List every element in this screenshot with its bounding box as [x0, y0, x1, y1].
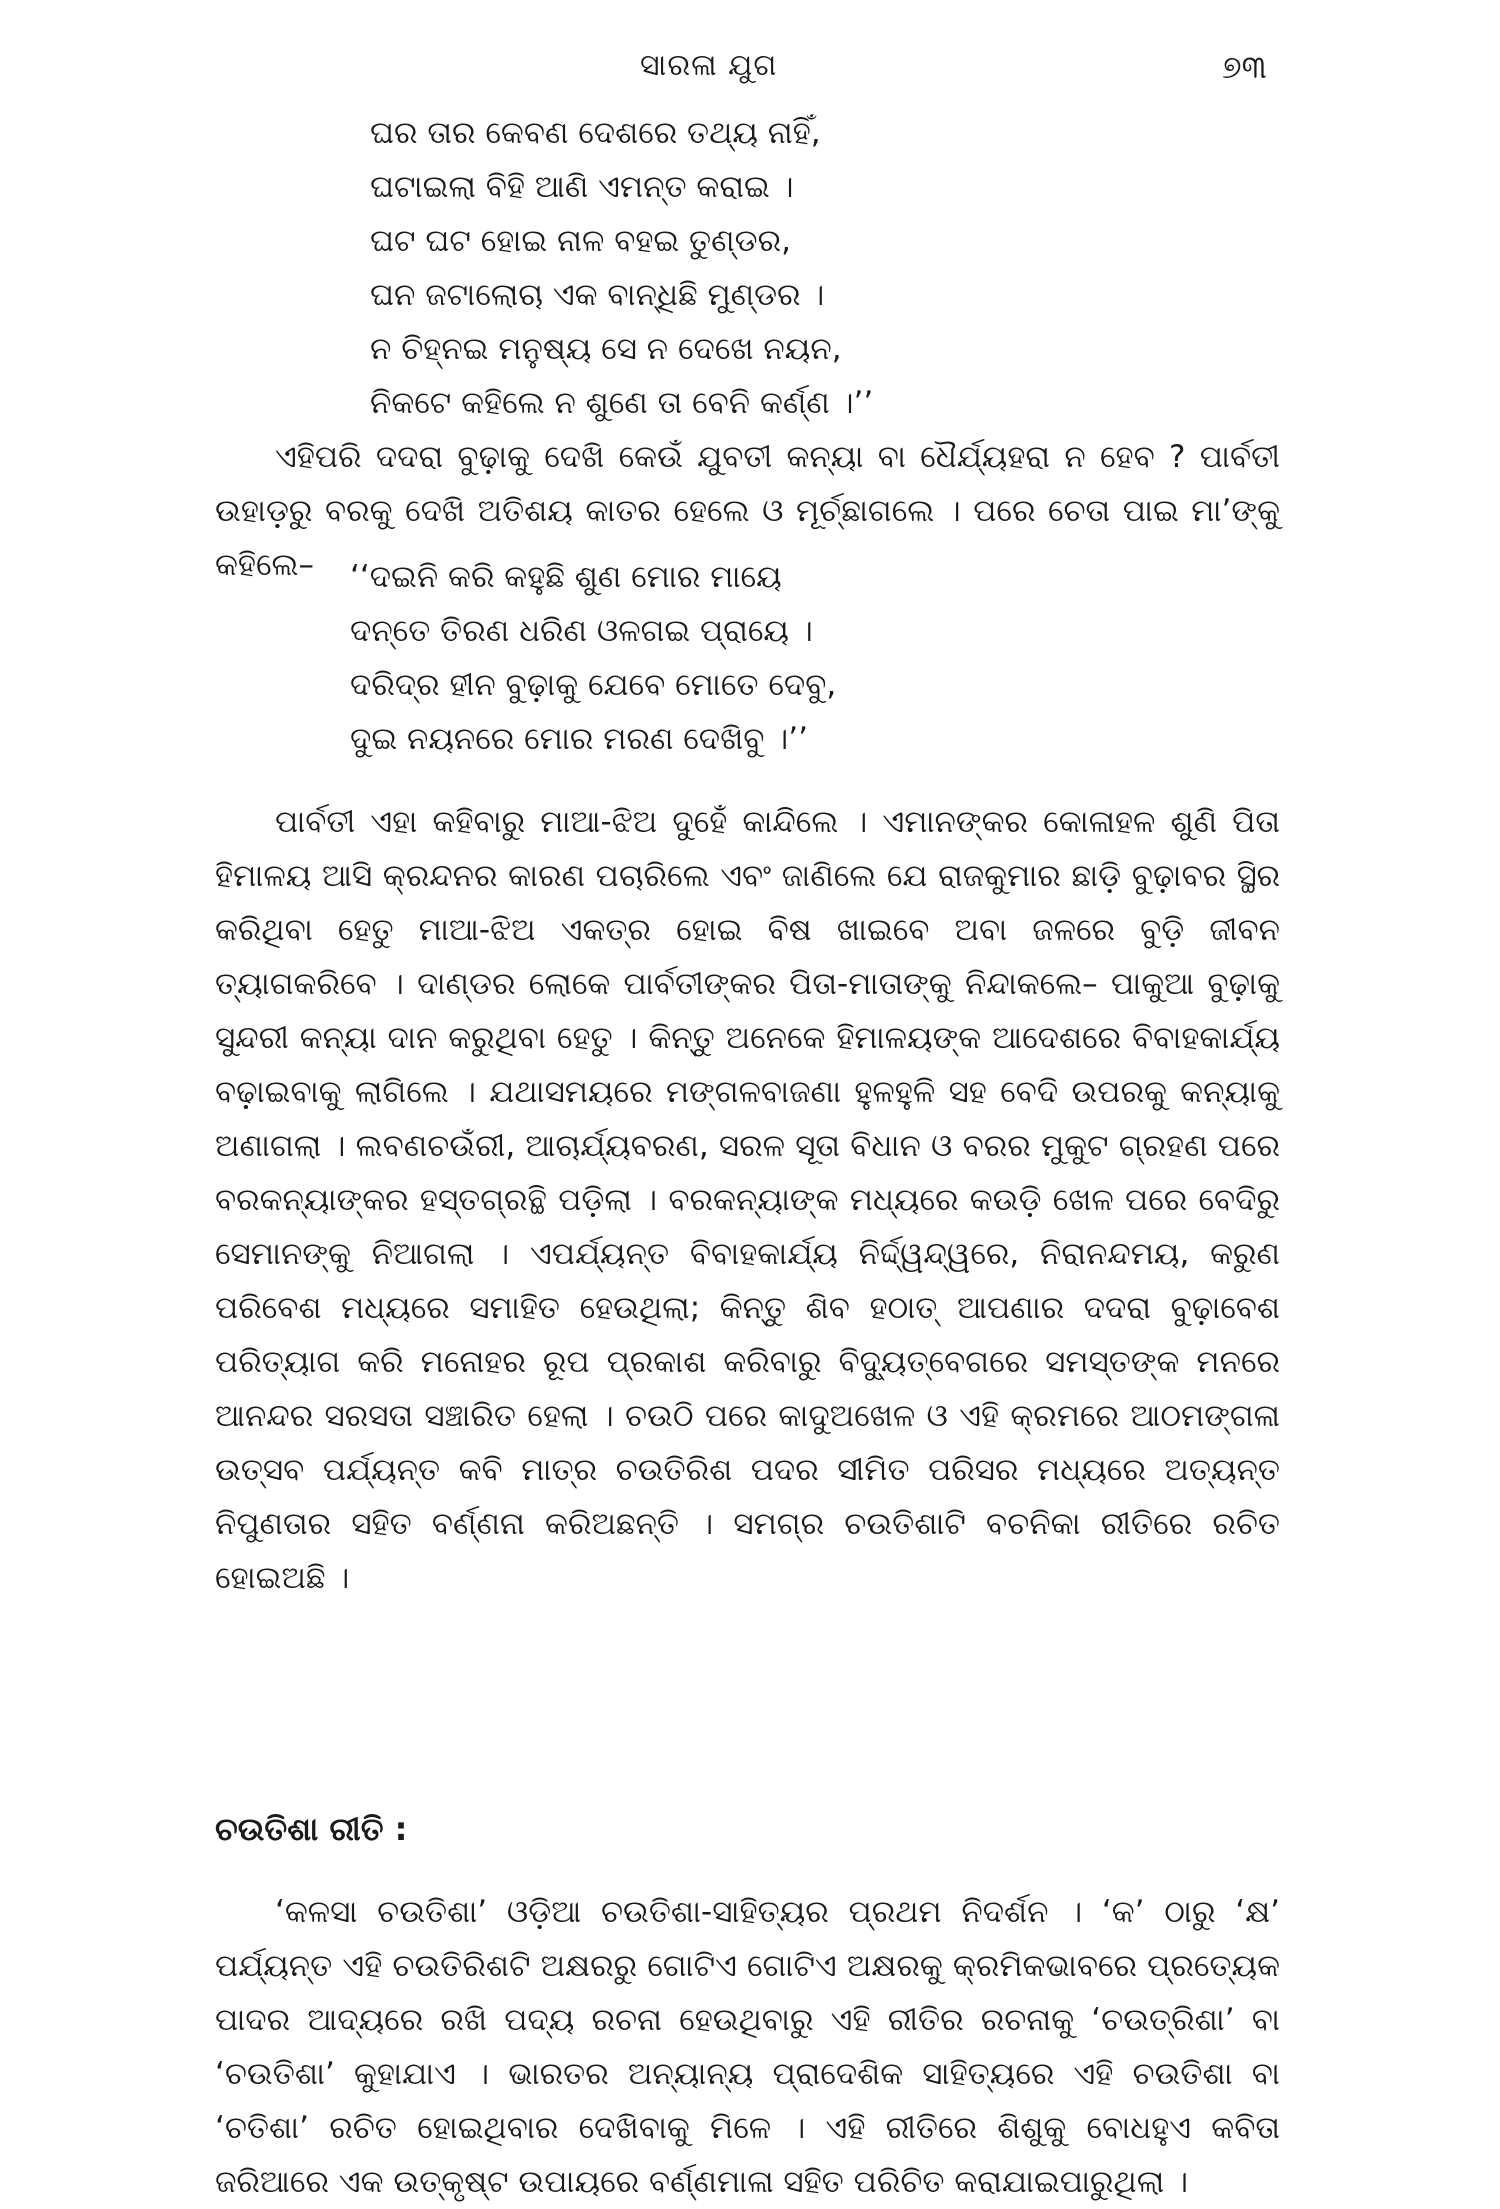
- verse-line: ଘଟାଇଲା ବିହି ଆଣି ଏମନ୍ତ କରାଇ ।: [370, 169, 794, 205]
- page-number: ୭୩: [1222, 48, 1267, 86]
- verse-line: ଘନ ଜଟାଲୋଚା ଏକ ବାନ୍ଧିଛି ମୁଣ୍ଡର ।: [370, 277, 825, 313]
- section-heading: ଚଉତିଶା ରୀତି :: [215, 1810, 408, 1848]
- body-paragraph: ‘କଳସା ଚଉତିଶା’ ଓଡ଼ିଆ ଚଉତିଶା-ସାହିତ୍ୟର ପ୍ରଥମ ନିଦର୍ଶନ । ‘କ’ ଠାରୁ ‘କ୍ଷ’ ପର୍ଯ୍ୟନ୍ତ ଏହି ଚଉତିରିଶଟି ଅକ୍ଷରରୁ ଗୋଟିଏ ଗୋଟିଏ ଅକ୍ଷରକୁ କ୍ରମିକଭାବରେ ପ୍ରତ୍ୟେକ ପାଦର ଆଦ୍ୟରେ ରଖି ପଦ୍ୟ ରଚନା ହେଉଥିବାରୁ ଏହି ରୀତିର ରଚନାକୁ ‘ଚଉତ୍ରିଶା’ ବା ‘ଚଉତିଶା’ କୁହାଯାଏ । ଭାରତର ଅନ୍ୟାନ୍ୟ ପ୍ରାଦେଶିକ ସାହିତ୍ୟରେ ଏହି ଚଉତିଶା ବା ‘ଚତିଶା’ ରଚିତ ହୋଇଥିବାର ଦେଖିବାକୁ ମିଳେ । ଏହି ରୀତିରେ ଶିଶୁକୁ ବୋଧହୁଏ କବିତା ଜରିଆରେ ଏକ ଉତ୍କୃଷ୍ଟ ଉପାୟରେ ବର୍ଣ୍ଣମାଳା ସହିତ ପରିଚିତ କରାଯାଇପାରୁଥିଲା ।: [215, 1894, 1280, 2200]
- verse-line: ‘‘ଦଇନି କରି କହୁଛି ଶୁଣ ମୋର ମାୟେ: [350, 559, 782, 595]
- running-title: ସାରଳା ଯୁଗ: [640, 48, 778, 83]
- verse-line: ଘଟ ଘଟ ହୋଇ ନାଳ ବହଇ ତୁଣ୍ଡର,: [370, 223, 791, 259]
- verse-line: ନ ଚିହ୍ନଇ ମନୁଷ୍ୟ ସେ ନ ଦେଖେ ନୟନ,: [370, 331, 842, 367]
- verse-block-2: [350, 550, 836, 766]
- verse-block-1: [370, 106, 873, 430]
- verse-line: ଦରିଦ୍ର ହୀନ ବୁଢ଼ାକୁ ଯେବେ ମୋତେ ଦେବୁ,: [350, 667, 837, 703]
- verse-line: ଦନ୍ତେ ତିରଣ ଧରିଣ ଓଳଗଇ ପ୍ରାୟେ ।: [350, 613, 813, 649]
- body-paragraph: ପାର୍ବତୀ ଏହା କହିବାରୁ ମାଆ-ଝିଅ ଦୁହେଁ କାନ୍ଦିଲେ । ଏମାନଙ୍କର କୋଳାହଳ ଶୁଣି ପିତା ହିମାଳୟ ଆସି କ୍ରନ୍ଦନର କାରଣ ପଚାରିଲେ ଏବଂ ଜାଣିଲେ ଯେ ରାଜକୁମାର ଛାଡ଼ି ବୁଢ଼ାବର ସ୍ଥିର କରିଥିବା ହେତୁ ମାଆ-ଝିଅ ଏକତ୍ର ହୋଇ ବିଷ ଖାଇବେ ଅବା ଜଳରେ ବୁଡ଼ି ଜୀବନ ତ୍ୟାଗକରିବେ । ଦାଣ୍ଡର ଲୋକେ ପାର୍ବତୀଙ୍କର ପିତା-ମାତାଙ୍କୁ ନିନ୍ଦାକଲେ– ପାକୁଆ ବୁଢ଼ାକୁ ସୁନ୍ଦରୀ କନ୍ୟା ଦାନ କରୁଥିବା ହେତୁ । କିନ୍ତୁ ଅନେକେ ହିମାଳୟଙ୍କ ଆଦେଶରେ ବିବାହକାର୍ଯ୍ୟ ବଢ଼ାଇବାକୁ ଲାଗିଲେ । ଯଥାସମୟରେ ମଙ୍ଗଳବାଜଣା ହୁଳହୁଳି ସହ ବେଦି ଉପରକୁ କନ୍ୟାକୁ ଅଣାଗଲା । ଲବଣଚଉଁରୀ, ଆଚାର୍ଯ୍ୟବରଣ, ସରଳ ସୂତା ବିଧାନ ଓ ବରର ମୁକୁଟ ଗ୍ରହଣ ପରେ ବରକନ୍ୟାଙ୍କର ହସ୍ତଗ୍ରନ୍ଥି ପଡ଼ିଲା । ବରକନ୍ୟାଙ୍କ ମଧ୍ୟରେ କଉଡ଼ି ଖେଳ ପରେ ବେଦିରୁ ସେମାନଙ୍କୁ ନିଆଗଲା । ଏପର୍ଯ୍ୟନ୍ତ ବିବାହକାର୍ଯ୍ୟ ନିର୍ଦ୍ଦ୍ୱନ୍ଦ୍ୱରେ, ନିରାନନ୍ଦମୟ, କରୁଣ ପରିବେଶ ମଧ୍ୟରେ ସମାହିତ ହେଉଥିଲା; କିନ୍ତୁ ଶିବ ହଠାତ୍ ଆପଣାର ଦଦରା ବୁଢ଼ାବେଶ ପରିତ୍ୟାଗ କରି ମନୋହର ରୂପ ପ୍ରକାଶ କରିବାରୁ ବିଦ୍ୟୁତ୍‌ବେଗରେ ସମସ୍ତଙ୍କ ମନରେ ଆନନ୍ଦର ସରସତା ସଞ୍ଚାରିତ ହେଲା । ଚଉଠି ପରେ କାଦୁଅଖେଳ ଓ ଏହି କ୍ରମରେ ଆଠମଙ୍ଗଳା ଉତ୍ସବ ପର୍ଯ୍ୟନ୍ତ କବି ମାତ୍ର ଚଉତିରିଶ ପଦର ସୀମିତ ପରିସର ମଧ୍ୟରେ ଅତ୍ୟନ୍ତ ନିପୁଣତାର ସହିତ ବର୍ଣ୍ଣନା କରିଅଛନ୍ତି । ସମଗ୍ର ଚଉତିଶାଟି ବଚନିକା ରୀତିରେ ରଚିତ ହୋଇଅଛି ।: [215, 804, 1280, 1596]
- verse-line: ଘର ତାର କେବଣ ଦେଶରେ ତଥ୍ୟ ନାହିଁ,: [370, 115, 821, 151]
- body-paragraph: ଏହିପରି ଦଦରା ବୁଢ଼ାକୁ ଦେଖି କେଉଁ ଯୁବତୀ କନ୍ୟା ବା ଧୈର୍ଯ୍ୟହରା ନ ହେବ ? ପାର୍ବତୀ ଉହାଡ଼ରୁ ବରକୁ ଦେଖି ଅତିଶୟ କାତର ହେଲେ ଓ ମୂର୍ଚ୍ଛାଗଲେ । ପରେ ଚେତା ପାଇ ମା’ଙ୍କୁ କହିଲେ–: [215, 439, 1280, 583]
- verse-line: ଦୁଇ ନୟନରେ ମୋର ମରଣ ଦେଖିବୁ ।’’: [350, 721, 808, 757]
- verse-line: ନିକଟେ କହିଲେ ନ ଶୁଣେ ତା ବେନି କର୍ଣ୍ଣ ।’’: [370, 385, 874, 421]
